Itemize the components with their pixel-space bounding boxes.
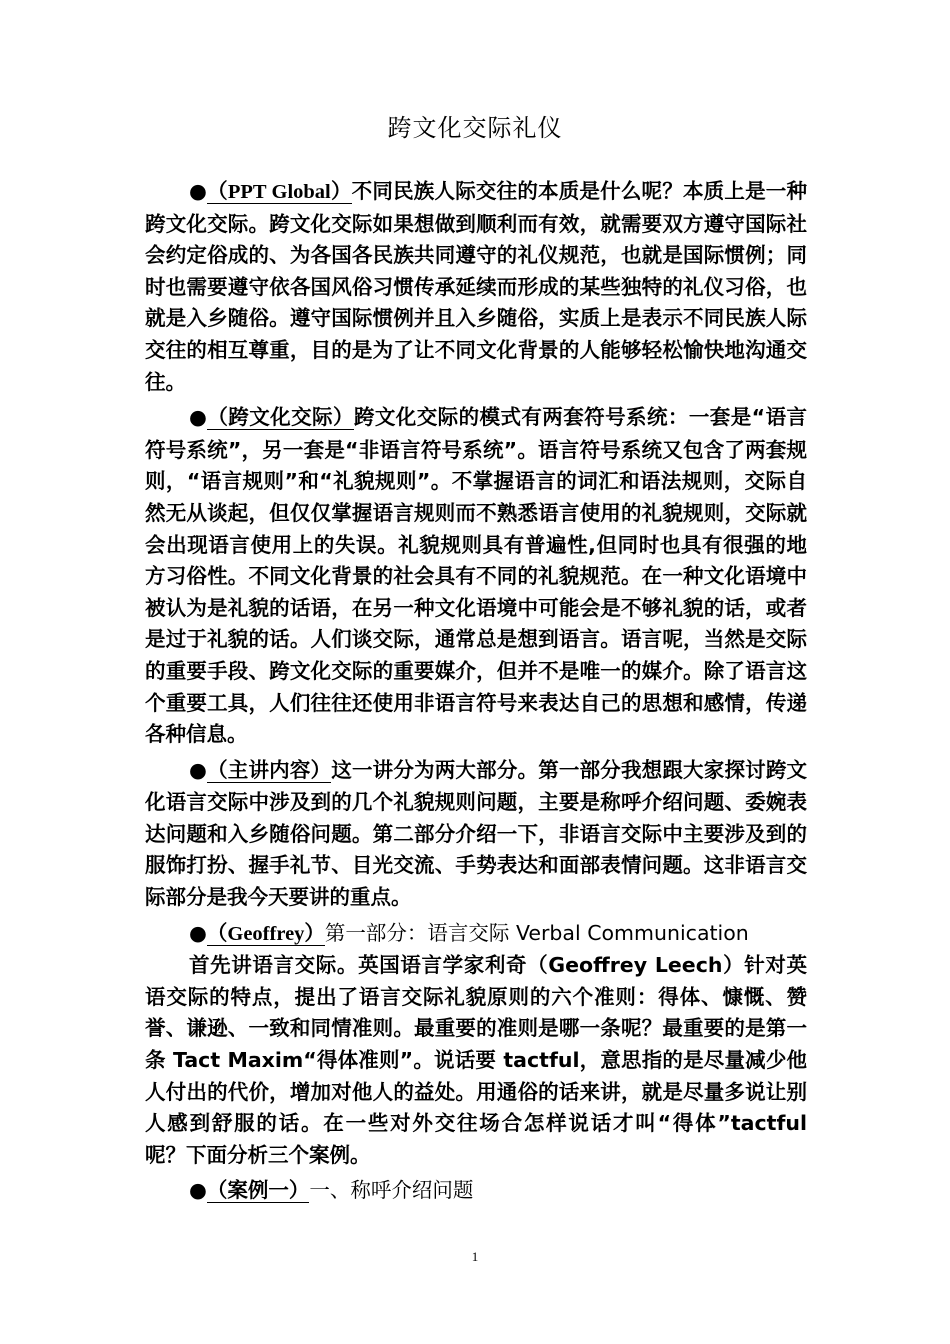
paragraph-verbal-communication (145, 950, 807, 1171)
bullet: ● (189, 920, 207, 945)
section-tag: （Geoffrey） (206, 922, 325, 945)
section-tag: （主讲内容） (207, 759, 332, 782)
paragraph-main-content (145, 755, 807, 914)
section-tag: （PPT Global） (207, 181, 352, 203)
section-tag: （案例一） (206, 1180, 310, 1203)
bullet: ● (189, 405, 208, 430)
paragraph-text: 跨文化交际的模式有两套符号系统：一套是“语言符号系统”，另一套是“非语言符号系统”。语言符号系统又包含了两套规则，“语言规则”和“礼貌规则”。不掌握语言的词汇和语法规则，交际自然无从谈起，但仅仅掌握语言规则而不熟悉语言使用的礼貌规则，交际就会出现语言使用上的失误。礼貌规则具有普遍性,但同时也具有很强的地方习俗性。不同文化背景的社会具有不同的礼貌规范。在一种文化语境中被认为是礼貌的话语，在另一种文化语境中可能会是不够礼貌的话，或者是过于礼貌的话。人们谈交际，通常总是想到语言。语言呢，当然是交际的重要手段、跨文化交际的重要媒介，但并不是唯一的媒介。除了语言这个重要工具，人们往往还使用非语言符号来表达自己的思想和感情，传递各种信息。 (145, 405, 808, 747)
bullet: ● (189, 1178, 207, 1203)
bullet: ● (189, 179, 208, 203)
page-number: 1 (471, 1249, 479, 1264)
paragraph-text: 这一讲分为两大部分。第一部分我想跟大家探讨跨文化语言交际中涉及到的几个礼貌规则问题，主要是称呼介绍问题、委婉表达问题和入乡随俗问题。第二部分介绍一下，非语言交际中主要涉及到的服饰打扮、握手礼节、目光交流、手势表达和面部表情问题。这非语言交际部分是我今天要讲的重点。 (145, 757, 808, 910)
paragraph-cross-cultural (145, 402, 807, 751)
paragraph-text: 不同民族人际交往的本质是什么呢？本质上是一种跨文化交际。跨文化交际如果想做到顺利而有效，就需要双方遵守国际社会约定俗成的、为各国各民族共同遵守的礼仪规范，也就是国际惯例；同时也需要遵守依各国风俗习惯传承延续而形成的某些独特的礼仪习俗，也就是入乡随俗。遵守国际惯例并且入乡随俗，实质上是表示不同民族人际交往的相互尊重，目的是为了让不同文化背景的人能够轻松愉快地沟通交往。 (145, 179, 808, 394)
paragraph-geoffrey-heading (145, 918, 807, 951)
paragraph-case-one (145, 1175, 807, 1208)
paragraph-ppt-global (145, 176, 807, 398)
document-body (145, 176, 807, 1212)
page-title: 跨文化交际礼仪 (387, 114, 563, 142)
bullet: ● (189, 757, 208, 782)
section-heading: 第一部分：语言交际 Verbal Communication (324, 920, 749, 945)
section-tag: （跨文化交际） (207, 407, 354, 430)
section-heading: 一、称呼介绍问题 (309, 1178, 474, 1203)
paragraph-text: 首先讲语言交际。英国语言学家利奇（Geoffrey Leech）针对英语交际的特点，提出了语言交际礼貌原则的六个准则：得体、慷慨、赞誉、谦逊、一致和同情准则。最重要的准则是哪一条呢？最重要的是第一条 Tact Maxim“得体准则”。说话要 tactful，意思指的是尽量减少他人付出的代价，增加对他人的益处。用通俗的话来讲，就是尽量多说让别人感到舒服的话。在一些对外交往场合怎样说话才叫“得体”tactful 呢？下面分析三个案例。 (145, 953, 807, 1167)
